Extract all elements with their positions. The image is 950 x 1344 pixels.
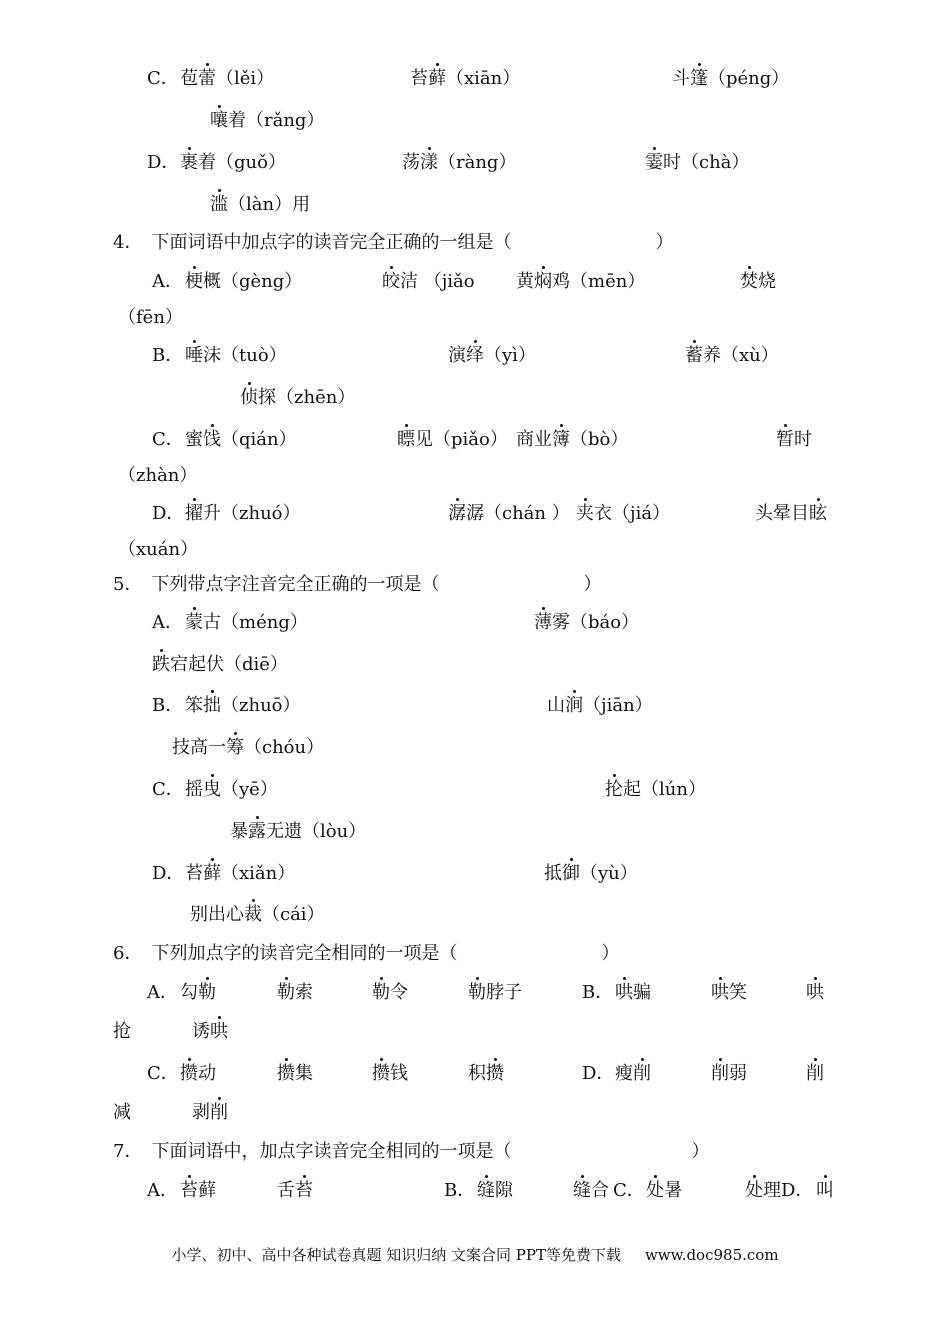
- emphasis-dot-char: 缝: [477, 1180, 495, 1201]
- emphasis-dot-char: 潺: [448, 503, 466, 524]
- q6a-word-3: 勒令: [372, 982, 408, 1003]
- emphasis-dot-char: 攒: [372, 1063, 390, 1084]
- q5d-word-3: 别出心裁（cái）: [190, 904, 325, 925]
- emphasis-dot-char: 哄: [806, 982, 824, 1003]
- emphasis-dot-char: 蒙: [185, 612, 203, 633]
- emphasis-dot-char: 簿: [552, 429, 570, 450]
- q6c-word-4: 积攒: [468, 1063, 504, 1084]
- q5b-prefix: B．: [152, 695, 184, 716]
- q6d-word-1: 瘦削: [615, 1063, 651, 1084]
- q5d-word-1: 苔藓（xiǎn）: [185, 863, 296, 884]
- q5c-prefix: C．: [152, 779, 184, 800]
- emphasis-dot-char: 夹: [576, 503, 594, 524]
- emphasis-dot-char: 削: [806, 1063, 824, 1084]
- q4c-word-4: 暂时: [776, 429, 812, 450]
- emphasis-dot-char: 嚷: [210, 110, 228, 131]
- emphasis-dot-char: 勒: [277, 982, 295, 1003]
- q7a-word-2: 舌苔: [277, 1180, 313, 1201]
- footer-text: 小学、初中、高中各种试卷真题 知识归纳 文案合同 PPT等免费下载: [171, 1246, 621, 1264]
- q6b-word-3: [806, 981, 824, 1005]
- q5a-word-1: 蒙古（méng）: [185, 612, 308, 633]
- emphasis-dot-char: 削: [711, 1063, 729, 1084]
- q6c-word-1: 攒动: [180, 1063, 216, 1084]
- q5a-word-2: 薄雾（báo）: [534, 612, 640, 633]
- q4d-wrap: （xuán）: [118, 539, 199, 560]
- emphasis-dot-char: 抡: [605, 779, 623, 800]
- emphasis-dot-char: 露: [248, 821, 266, 842]
- q3d-word-4: 滥（làn）用: [210, 194, 311, 215]
- emphasis-dot-char: 擢: [185, 503, 203, 524]
- emphasis-dot-char: 藓: [428, 68, 446, 89]
- q5a-prefix: A．: [152, 612, 183, 633]
- q5b-word-2: 山涧（jiān）: [547, 695, 653, 716]
- q7a-word-1: 苔藓: [180, 1180, 216, 1201]
- q4b-word-2: 演绎（yì）: [448, 345, 536, 366]
- q7b-word-2: 缝合: [573, 1180, 609, 1201]
- emphasis-dot-char: 勒: [468, 982, 486, 1003]
- emphasis-dot-char: 眩: [809, 503, 827, 524]
- emphasis-dot-char: 攒: [180, 1063, 198, 1084]
- q7c-prefix: C．: [613, 1180, 645, 1201]
- emphasis-dot-char: 跌: [152, 654, 170, 675]
- q6b-word-1: 哄骗: [615, 982, 651, 1003]
- emphasis-dot-char: 缝: [573, 1180, 591, 1201]
- emphasis-dot-char: 削: [210, 1102, 228, 1123]
- q7b-prefix: B．: [444, 1180, 476, 1201]
- q5b-word-1: 笨拙（zhuō）: [185, 695, 301, 716]
- emphasis-dot-char: 哄: [615, 982, 633, 1003]
- emphasis-dot-char: 苔: [295, 1180, 313, 1201]
- q4b-word-1: 唾沫（tuò）: [185, 345, 287, 366]
- q6b-word-2: 哄笑: [711, 982, 747, 1003]
- q7d-prefix: D．: [781, 1180, 814, 1201]
- q4b-prefix: B．: [152, 345, 184, 366]
- q5-stem: 5． 下列带点字注音完全正确的一项是（ ）: [113, 574, 602, 595]
- q6c-word-2: 攒集: [277, 1063, 313, 1084]
- emphasis-dot-char: 削: [633, 1063, 651, 1084]
- emphasis-dot-char: 御: [562, 863, 580, 884]
- q3c-word-1: 苞蕾（lěi）: [180, 68, 275, 89]
- q7c-word-2: 处理: [745, 1180, 781, 1201]
- emphasis-dot-char: 焚: [740, 271, 758, 292]
- q3c-word-3: 斗篷（péng）: [672, 68, 790, 89]
- q3d-prefix: D．: [147, 152, 180, 173]
- q5c-word-1: 摇曳（yē）: [185, 779, 278, 800]
- emphasis-dot-char: 饯: [203, 429, 221, 450]
- q5c-word-3: 暴露无遗（lòu）: [230, 821, 367, 842]
- emphasis-dot-char: 瞟: [397, 429, 415, 450]
- emphasis-dot-char: 唾: [185, 345, 203, 366]
- q4d-word-3: 夹衣（jiá）: [576, 503, 671, 524]
- q6c-prefix: C．: [147, 1063, 179, 1084]
- emphasis-dot-char: 薄: [534, 612, 552, 633]
- emphasis-dot-char: 攒: [486, 1063, 504, 1084]
- q4d-word-1: 擢升（zhuó）: [185, 503, 301, 524]
- emphasis-dot-char: 藓: [203, 863, 221, 884]
- emphasis-dot-char: 拙: [203, 695, 221, 716]
- q6d-wrap-1: 减: [113, 1102, 131, 1123]
- q4-stem: 4． 下面词语中加点字的读音完全正确的一组是（ ）: [113, 232, 674, 253]
- emphasis-dot-char: 篷: [690, 68, 708, 89]
- q3c-word-4: 嚷着（rǎng）: [210, 110, 325, 131]
- emphasis-dot-char: 霎: [645, 152, 663, 173]
- emphasis-dot-char: 苔: [180, 1180, 198, 1201]
- emphasis-dot-char: 曳: [203, 779, 221, 800]
- emphasis-dot-char: 梗: [185, 271, 203, 292]
- q5c-word-2: 抡起（lún）: [605, 779, 706, 800]
- emphasis-dot-char: 勒: [372, 982, 390, 1003]
- q3d-word-2: 荡漾（ràng）: [402, 152, 517, 173]
- emphasis-dot-char: 勒: [198, 982, 216, 1003]
- q6d-word-2: 削弱: [711, 1063, 747, 1084]
- q3d-word-3: 霎时（chà）: [645, 152, 750, 173]
- q7d-word-1: [816, 1179, 834, 1203]
- q4c-word-3: 商业簿（bò）: [516, 429, 629, 450]
- emphasis-dot-char: 攒: [277, 1063, 295, 1084]
- q7b-word-1: 缝隙: [477, 1180, 513, 1201]
- emphasis-dot-char: 蕾: [198, 68, 216, 89]
- q6b-prefix: B．: [582, 982, 614, 1003]
- emphasis-dot-char: 侦: [240, 387, 258, 408]
- q4d-word-4: 头晕目眩: [755, 503, 827, 524]
- q4c-word-2: 瞟见（piǎo）: [397, 429, 508, 450]
- q4c-word-1: 蜜饯（qián）: [185, 429, 297, 450]
- q7a-prefix: A．: [147, 1180, 178, 1201]
- emphasis-dot-char: 处: [646, 1180, 664, 1201]
- q5b-word-3: 技高一筹（chóu）: [172, 737, 325, 758]
- emphasis-dot-char: 哄: [210, 1021, 228, 1042]
- emphasis-dot-char: 哄: [711, 982, 729, 1003]
- emphasis-dot-char: 绎: [466, 345, 484, 366]
- q6b-word-4: 诱哄: [192, 1021, 228, 1042]
- q4a-word-1: 梗概（gèng）: [185, 271, 303, 292]
- q5a-word-3: 跌宕起伏（diē）: [152, 654, 288, 675]
- q4a-word-3: 黄焖鸡（mēn）: [516, 271, 646, 292]
- emphasis-dot-char: 裹: [180, 152, 198, 173]
- emphasis-dot-char: 涧: [565, 695, 583, 716]
- q4a-prefix: A．: [152, 271, 183, 292]
- footer-site-link[interactable]: www.doc985.com: [644, 1246, 779, 1264]
- q6a-word-2: 勒索: [277, 982, 313, 1003]
- q6a-word-4: 勒脖子: [468, 982, 522, 1003]
- q7c-word-1: 处暑: [646, 1180, 682, 1201]
- q6-stem: 6． 下列加点字的读音完全相同的一项是（ ）: [113, 943, 620, 964]
- emphasis-dot-char: 蓄: [685, 345, 703, 366]
- emphasis-dot-char: 焖: [534, 271, 552, 292]
- emphasis-dot-char: 漾: [420, 152, 438, 173]
- q4c-prefix: C．: [152, 429, 184, 450]
- q6c-word-3: 攒钱: [372, 1063, 408, 1084]
- q6d-word-4: 剥削: [192, 1102, 228, 1123]
- q3d-word-1: 裹着（guǒ）: [180, 152, 286, 173]
- q4d-prefix: D．: [152, 503, 185, 524]
- q4b-word-3: 蓄养（xù）: [685, 345, 779, 366]
- emphasis-dot-char: 叫: [816, 1180, 834, 1201]
- page-footer: [0, 1245, 950, 1265]
- q6a-word-1: 勾勒: [180, 982, 216, 1003]
- q3c-prefix: C．: [147, 68, 179, 89]
- emphasis-dot-char: 裁: [244, 904, 262, 925]
- q6d-word-3: [806, 1062, 824, 1086]
- emphasis-dot-char: 暂: [776, 429, 794, 450]
- q6a-prefix: A．: [147, 982, 178, 1003]
- q4b-word-4: 侦探（zhēn）: [240, 387, 356, 408]
- q6b-wrap-1: 抢: [113, 1021, 131, 1042]
- emphasis-dot-char: 筹: [226, 737, 244, 758]
- emphasis-dot-char: 皎: [382, 271, 400, 292]
- q4c-wrap: （zhàn）: [118, 465, 198, 486]
- q4a-wrap: （fēn）: [118, 307, 183, 328]
- q6d-prefix: D．: [582, 1063, 615, 1084]
- q4d-word-2: 潺潺（chán ）: [448, 503, 570, 524]
- q4a-word-4: 焚烧: [740, 271, 776, 292]
- q7-stem: 7． 下面词语中，加点字读音完全相同的一项是（ ）: [113, 1141, 710, 1162]
- q5d-prefix: D．: [152, 863, 185, 884]
- q5d-word-2: 抵御（yù）: [544, 863, 638, 884]
- q4a-word-2: 皎洁 （jiǎo: [382, 271, 475, 292]
- emphasis-dot-char: 处: [745, 1180, 763, 1201]
- emphasis-dot-char: 滥: [210, 194, 228, 215]
- q3c-word-2: 苔藓（xiān）: [410, 68, 521, 89]
